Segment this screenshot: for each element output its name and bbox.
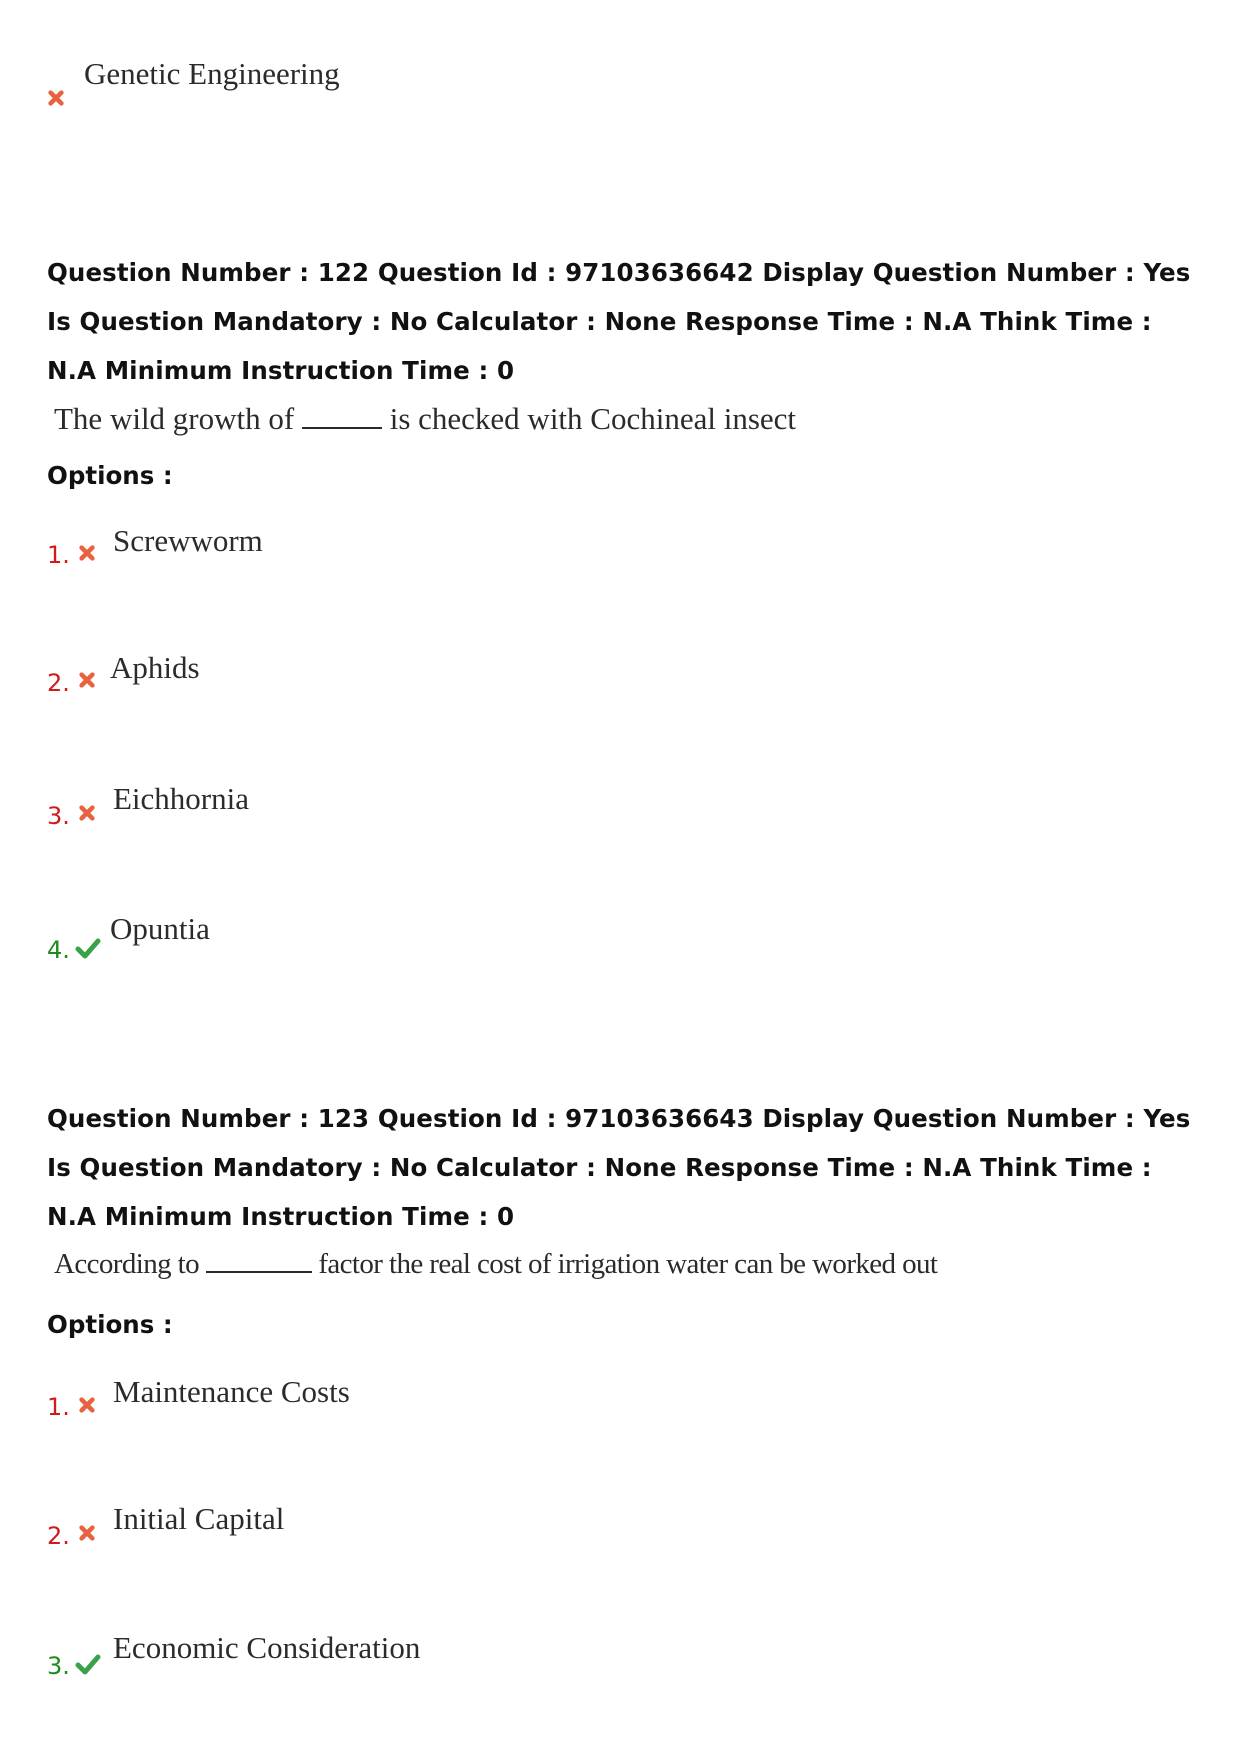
question-text — [54, 1248, 937, 1281]
answer-blank — [302, 426, 382, 429]
option-number: 4. — [47, 936, 70, 964]
option-number: 2. — [47, 669, 70, 697]
check-icon — [75, 937, 101, 959]
option-label: Economic Consideration — [113, 1630, 421, 1665]
option-label: Opuntia — [110, 911, 210, 946]
question-meta: Question Number : 122 Question Id : 97103636642 Display Question Number : Yes Is Question Mandatory : No Calculator : None Response Time : N.A Think Time : N.A Minimum Instruction Time : 0 — [47, 258, 1191, 385]
cross-icon — [78, 544, 96, 562]
check-icon — [75, 1653, 101, 1675]
answer-blank — [206, 1270, 312, 1273]
question-text — [54, 401, 796, 437]
option-number: 3. — [47, 1652, 70, 1680]
option-label: Eichhornia — [113, 781, 250, 816]
options-label: Options : — [47, 1310, 173, 1339]
question-meta: Question Number : 123 Question Id : 97103636643 Display Question Number : Yes Is Question Mandatory : No Calculator : None Response Time : N.A Think Time : N.A Minimum Instruction Time : 0 — [47, 1104, 1191, 1231]
question-text-before: The wild growth of — [54, 401, 295, 436]
cross-icon — [78, 671, 96, 689]
cross-icon — [47, 89, 65, 107]
question-text-before: According to — [54, 1248, 200, 1280]
option-number: 1. — [47, 541, 70, 569]
cross-icon — [78, 1396, 96, 1414]
option-number: 1. — [47, 1393, 70, 1421]
cross-icon — [78, 804, 96, 822]
options-label: Options : — [47, 461, 173, 490]
question-text-after: is checked with Cochineal insect — [389, 401, 797, 436]
option-number: 2. — [47, 1522, 70, 1550]
option-label: Aphids — [110, 650, 200, 685]
option-label: Initial Capital — [113, 1501, 285, 1536]
option-label: Screwworm — [113, 523, 263, 558]
option-label: Genetic Engineering — [84, 56, 340, 91]
option-label: Maintenance Costs — [113, 1374, 350, 1409]
option-number: 3. — [47, 802, 70, 830]
cross-icon — [78, 1524, 96, 1542]
question-text-after: factor the real cost of irrigation water can be worked out — [318, 1248, 938, 1280]
